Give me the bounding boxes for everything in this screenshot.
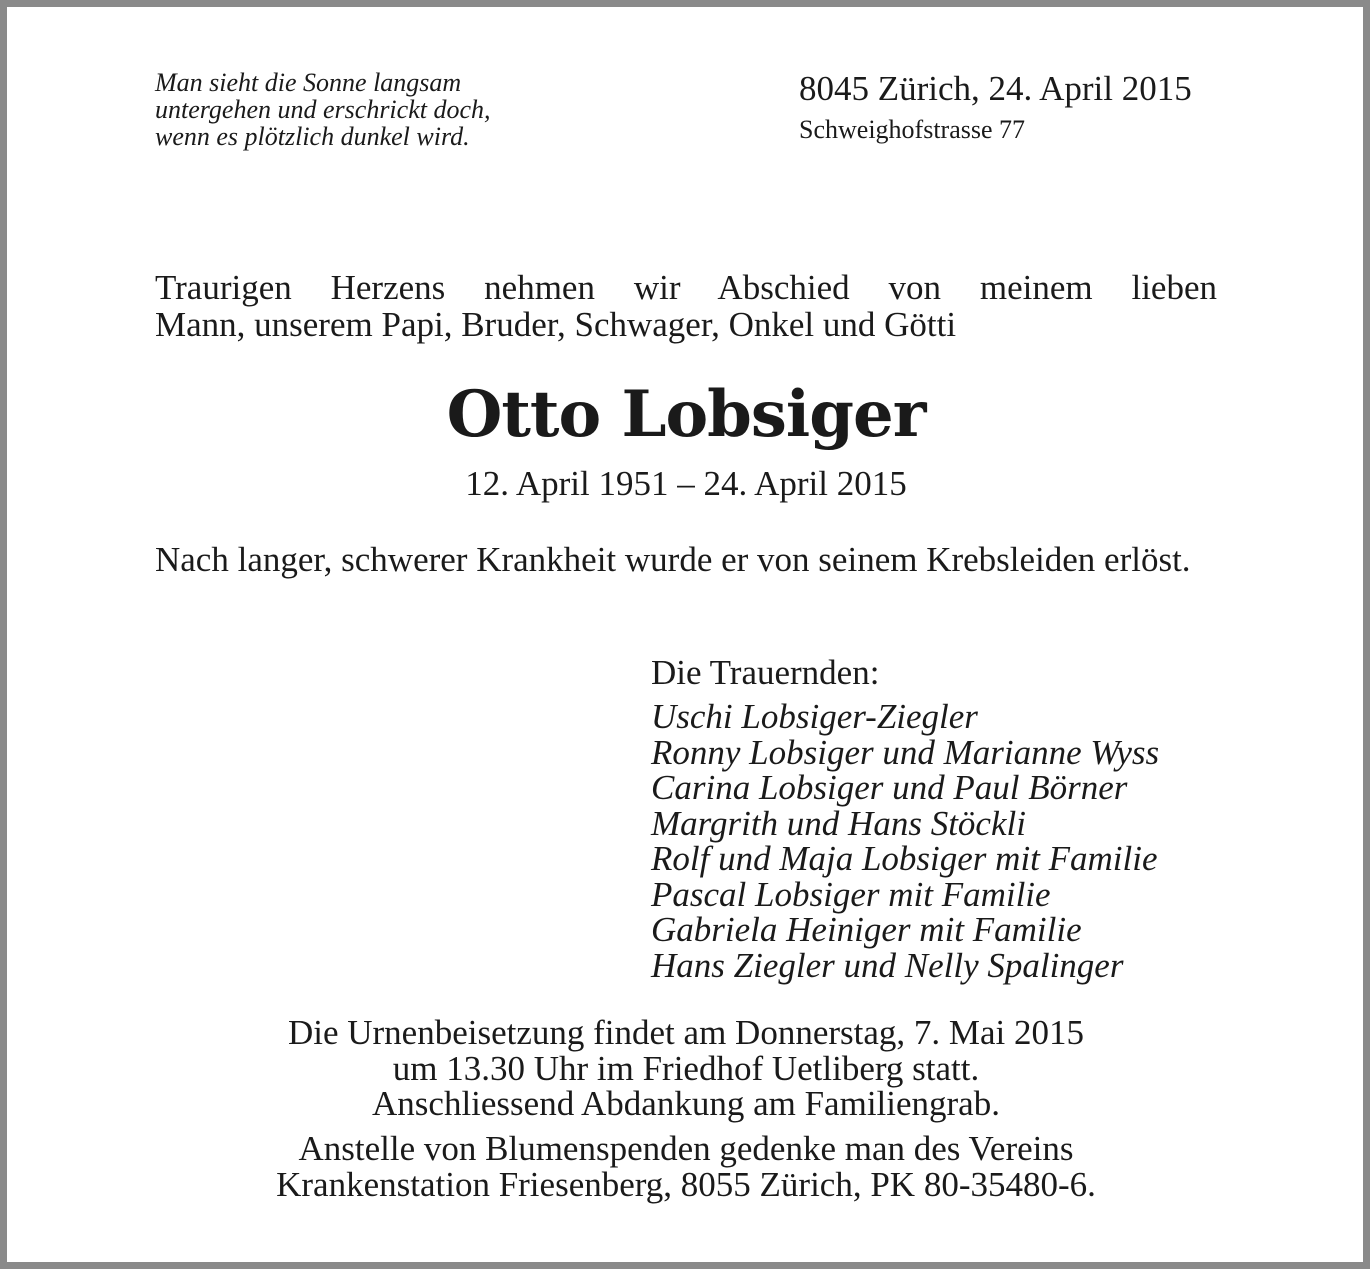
donation-info <box>155 1131 1217 1202</box>
mourner-name: Ronny Lobsiger und Marianne Wyss <box>651 732 1160 772</box>
mourner-name: Rolf und Maja Lobsiger mit Familie <box>651 839 1158 878</box>
place-and-date: 8045 Zürich, 24. April 2015 <box>799 69 1192 108</box>
illness-note: Nach langer, schwerer Krankheit wurde er von seinem Krebsleiden erlöst. <box>155 540 1191 579</box>
motto-line: wenn es plötzlich dunkel wird. <box>155 122 470 151</box>
intro-text <box>155 269 1217 343</box>
mourner-name: Hans Ziegler und Nelly Spalinger <box>651 945 1124 985</box>
mourner-name: Margrith und Hans Stöckli <box>651 803 1026 843</box>
deceased-name: Otto Lobsiger <box>446 377 926 452</box>
mourners-heading: Die Trauernden: <box>651 653 880 692</box>
intro-line: Mann, unserem Papi, Bruder, Schwager, Onkel und Götti <box>155 305 957 344</box>
mourner-name: Carina Lobsiger und Paul Börner <box>651 768 1128 807</box>
motto-quote <box>155 69 575 150</box>
mourners-list <box>651 699 1159 983</box>
burial-info <box>155 1015 1217 1122</box>
mourner-name: Gabriela Heiniger mit Familie <box>651 910 1082 949</box>
street-address: Schweighofstrasse 77 <box>799 115 1026 144</box>
donation-line: Anstelle von Blumenspenden gedenke man des Vereins <box>298 1129 1074 1168</box>
mourner-name: Pascal Lobsiger mit Familie <box>651 874 1051 914</box>
burial-line: um 13.30 Uhr im Friedhof Uetliberg statt. <box>392 1048 980 1088</box>
life-dates: 12. April 1951 – 24. April 2015 <box>465 464 907 503</box>
donation-line: Krankenstation Friesenberg, 8055 Zürich, PK 80-35480-6. <box>276 1164 1096 1204</box>
burial-line: Anschliessend Abdankung am Familiengrab. <box>372 1084 1000 1123</box>
intro-line: Traurigen Herzens nehmen wir Abschied von meinem lieben <box>155 268 1217 307</box>
mourner-name: Uschi Lobsiger-Ziegler <box>651 697 978 736</box>
burial-line: Die Urnenbeisetzung findet am Donnerstag, 7. Mai 2015 <box>287 1013 1085 1052</box>
motto-line: Man sieht die Sonne langsam <box>155 68 462 97</box>
motto-line: untergehen und erschrickt doch, <box>155 95 491 124</box>
